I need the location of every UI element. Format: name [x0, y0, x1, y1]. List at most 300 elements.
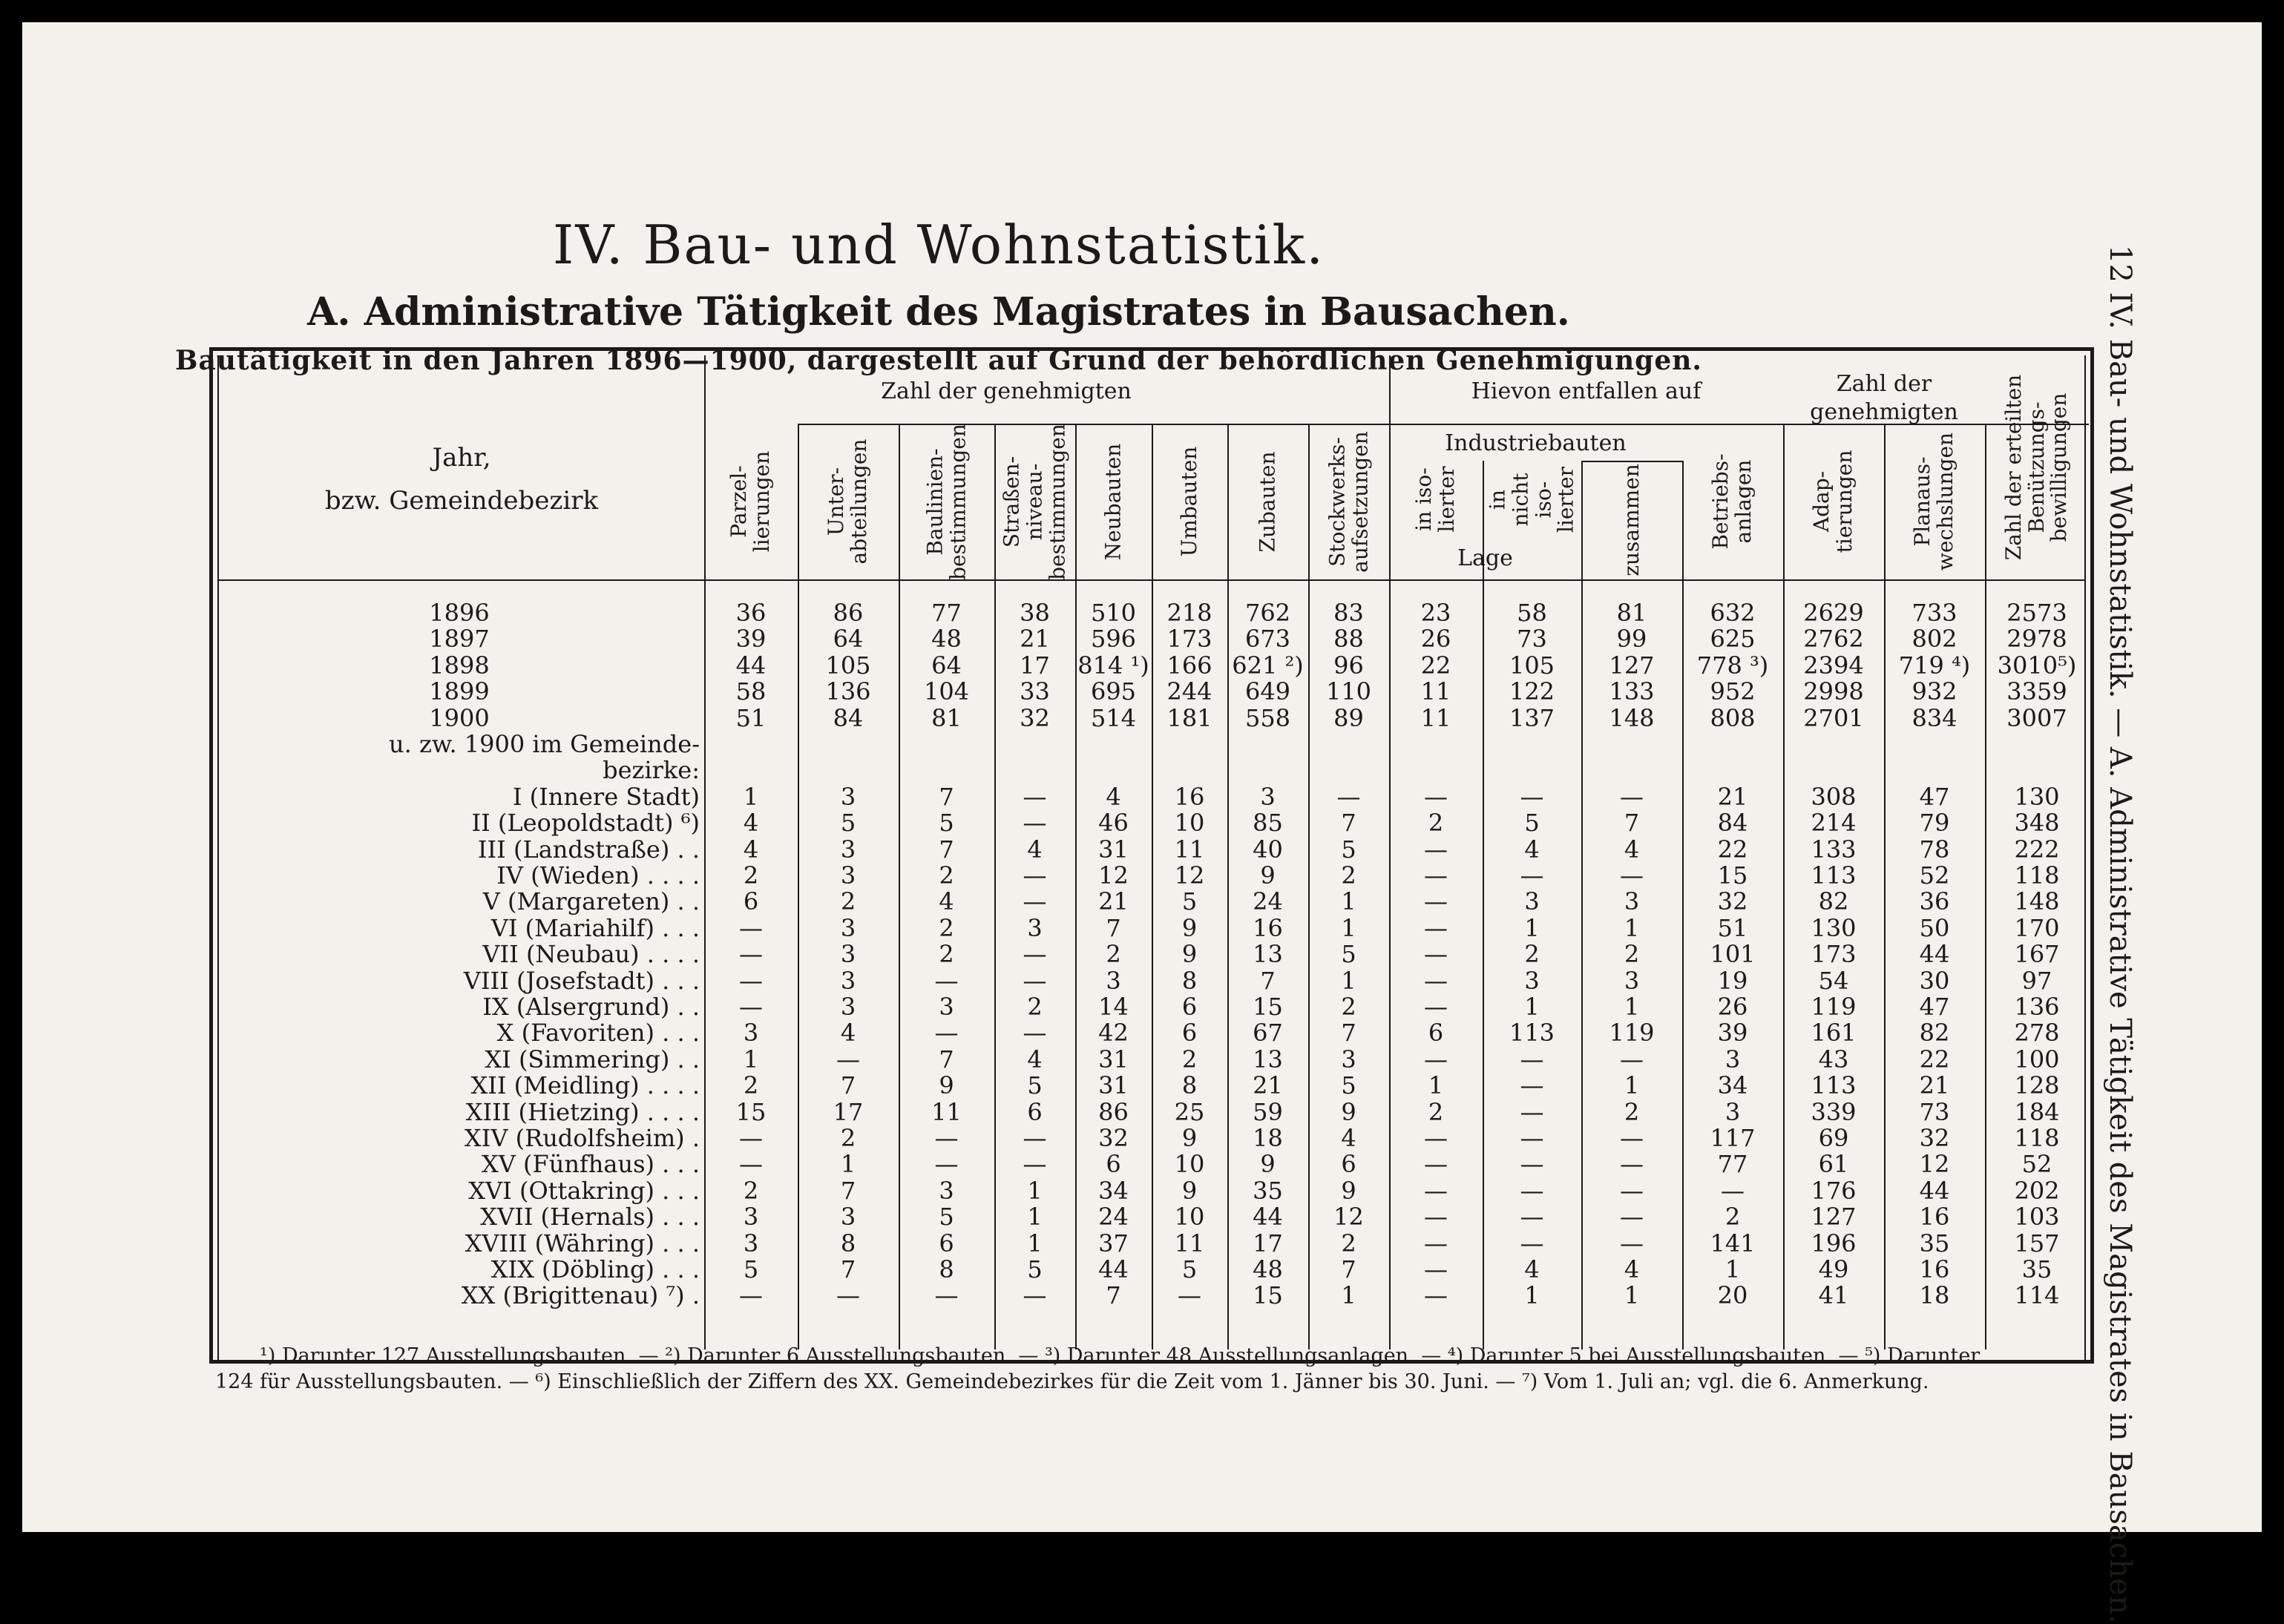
table-cell: 834 — [1911, 703, 1958, 732]
table-cell: 9 — [1181, 1124, 1198, 1152]
table-cell: 6 — [1181, 993, 1198, 1021]
table-cell: 105 — [825, 651, 871, 680]
table-cell: — — [1424, 887, 1448, 916]
table-cell: — — [1023, 1124, 1047, 1152]
row-label: XIX (Döbling) . . . — [490, 1255, 700, 1283]
table-cell: 110 — [1325, 677, 1372, 706]
table-cell: 59 — [1253, 1097, 1283, 1126]
table-cell: 196 — [1811, 1229, 1857, 1258]
table-cell: 802 — [1911, 625, 1958, 654]
table-cell: — — [836, 1281, 860, 1310]
table-cell: 8 — [1181, 966, 1198, 995]
table-cell: — — [1620, 1229, 1644, 1258]
table-cell: 1 — [1027, 1176, 1043, 1205]
table-cell: — — [1023, 966, 1047, 995]
table-cell: 1 — [1341, 887, 1356, 916]
column-header: Planaus- wechslungen — [1910, 432, 1958, 571]
table-cell: 10 — [1174, 1150, 1205, 1179]
row-label: 1899 — [429, 677, 490, 706]
table-row — [219, 966, 2084, 995]
table-row — [219, 1281, 2084, 1310]
table-cell: 2 — [939, 913, 954, 942]
table-cell: 3 — [840, 861, 856, 890]
table-cell: 113 — [1811, 1071, 1857, 1100]
table-cell: 778 ³) — [1696, 651, 1769, 680]
table-cell: — — [1520, 1097, 1544, 1126]
table-cell: 9 — [1260, 861, 1276, 890]
table-cell: 2 — [840, 887, 856, 916]
table-cell: — — [1424, 1045, 1448, 1074]
table-cell: 50 — [1919, 913, 1950, 942]
table-cell: 34 — [1098, 1176, 1129, 1205]
table-cell: 596 — [1090, 625, 1137, 654]
table-cell: 3 — [939, 1176, 954, 1205]
table-cell: 166 — [1166, 651, 1212, 680]
column-header: Baulinien- bestimmungen — [922, 423, 970, 580]
table-cell: 7 — [840, 1255, 856, 1283]
running-header: 12 IV. Bau- und Wohnstatistik. — A. Administrative Tätigkeit des Magistrates in Bausachen. — [2103, 245, 2137, 1624]
table-cell: 4 — [1624, 835, 1640, 864]
table-cell: — — [1424, 1150, 1448, 1179]
table-cell: 96 — [1333, 651, 1364, 680]
table-cell: — — [934, 1150, 959, 1179]
table-cell: 3 — [1725, 1045, 1741, 1074]
table-cell: 122 — [1509, 677, 1555, 706]
table-cell: 8 — [840, 1229, 856, 1258]
table-cell: 77 — [931, 599, 962, 627]
table-cell: — — [739, 913, 763, 942]
table-cell: 47 — [1919, 993, 1950, 1021]
table-cell: 308 — [1811, 782, 1857, 811]
row-label: II (Leopoldstadt) ⁶) — [471, 809, 700, 838]
table-cell: 222 — [2014, 835, 2060, 864]
footnote-line-1: ¹) Darunter 127 Ausstellungsbauten. — ²) Darunter 6 Ausstellungsbauten. — ³) Darunter 48 Ausstellungsanlagen. — ⁴) Darunter 5 bei Ausstellungsbauten. — ⁵) Darunter — [260, 1344, 1981, 1367]
table-cell: 1 — [1428, 1071, 1444, 1100]
table-cell: — — [1424, 1203, 1448, 1232]
column-header: Umbauten — [1176, 446, 1201, 557]
table-cell: 214 — [1811, 809, 1857, 838]
table-cell: 54 — [1818, 966, 1849, 995]
table-cell: 119 — [1811, 993, 1857, 1021]
table-cell: 7 — [840, 1176, 856, 1205]
table-cell: 11 — [1420, 703, 1451, 732]
table-cell: 119 — [1609, 1019, 1655, 1048]
table-cell: 6 — [743, 887, 759, 916]
table-cell: 9 — [1341, 1176, 1356, 1205]
table-cell: 2 — [1341, 861, 1356, 890]
table-cell: 43 — [1818, 1045, 1849, 1074]
row-label: XV (Fünfhaus) . . . — [481, 1150, 700, 1179]
table-cell: 814 ¹) — [1077, 651, 1149, 680]
table-cell: 161 — [1811, 1019, 1857, 1048]
table-cell: 952 — [1710, 677, 1756, 706]
table-cell: 49 — [1818, 1255, 1849, 1283]
row-label: XVI (Ottakring) . . . — [468, 1176, 700, 1205]
table-cell: 8 — [939, 1255, 954, 1283]
table-cell: 141 — [1710, 1229, 1756, 1258]
table-cell: 1 — [1524, 993, 1540, 1021]
table-cell: 17 — [833, 1097, 864, 1126]
table-cell: 510 — [1090, 599, 1137, 627]
table-cell: — — [1721, 1176, 1745, 1205]
table-cell: 2 — [1106, 940, 1121, 969]
table-cell: 31 — [1098, 1045, 1129, 1074]
table-cell: 37 — [1098, 1229, 1129, 1258]
table-cell: 176 — [1811, 1176, 1857, 1205]
table-cell: 2978 — [2006, 625, 2067, 654]
table-cell: 82 — [1919, 1019, 1950, 1048]
group-header-lage: Lage — [1457, 545, 1513, 571]
table-cell: 6 — [1106, 1150, 1121, 1179]
row-label: VII (Neubau) . . . . — [482, 940, 700, 969]
table-cell: 118 — [2014, 861, 2060, 890]
table-row — [219, 1071, 2084, 1100]
table-cell: — — [1520, 861, 1544, 890]
table-cell: 4 — [743, 835, 759, 864]
table-cell: 3 — [840, 835, 856, 864]
table-cell: — — [1620, 861, 1644, 890]
table-cell: 36 — [1919, 887, 1950, 916]
table-cell: 81 — [1616, 599, 1647, 627]
table-row — [219, 809, 2084, 838]
group-header-zahl: Zahl der genehmigten — [1810, 371, 1958, 425]
table-cell: — — [1424, 1124, 1448, 1152]
table-cell: 88 — [1333, 625, 1364, 654]
table-cell: 25 — [1174, 1097, 1205, 1126]
table-cell: 44 — [1919, 940, 1950, 969]
table-cell: — — [1023, 940, 1047, 969]
table-cell: 16 — [1919, 1255, 1950, 1283]
table-cell: 128 — [2014, 1071, 2060, 1100]
table-cell: — — [1023, 887, 1047, 916]
table-cell: — — [1336, 782, 1361, 811]
table-cell: 21 — [1717, 782, 1748, 811]
table-cell: — — [1520, 1071, 1544, 1100]
table-cell: 1 — [1027, 1203, 1043, 1232]
table-cell: 22 — [1919, 1045, 1950, 1074]
row-label: u. zw. 1900 im Gemeinde- — [389, 730, 700, 758]
table-cell: 15 — [1717, 861, 1748, 890]
table-cell: 13 — [1253, 1045, 1283, 1074]
table-cell: 34 — [1717, 1071, 1748, 1100]
table-cell: 762 — [1244, 599, 1291, 627]
table-cell: 4 — [1624, 1255, 1640, 1283]
table-cell: 3 — [840, 966, 856, 995]
table-cell: — — [1023, 861, 1047, 890]
table-cell: 97 — [2021, 966, 2052, 995]
table-cell: — — [934, 1124, 959, 1152]
table-cell: 86 — [1098, 1097, 1129, 1126]
table-cell: — — [739, 966, 763, 995]
table-cell: 5 — [1341, 835, 1356, 864]
table-body — [217, 355, 2086, 1363]
table-cell: 148 — [1609, 703, 1655, 732]
table-cell: 3359 — [2006, 677, 2067, 706]
table-row — [219, 861, 2084, 890]
table-cell: 79 — [1919, 809, 1950, 838]
table-cell: 64 — [833, 625, 864, 654]
column-header: Neubauten — [1100, 443, 1126, 560]
table-cell: 11 — [931, 1097, 962, 1126]
table-cell: 136 — [825, 677, 871, 706]
table-cell: — — [1178, 1281, 1201, 1310]
table-row — [219, 625, 2084, 654]
table-cell: 11 — [1420, 677, 1451, 706]
table-cell: 12 — [1098, 861, 1129, 890]
column-header: Parzel- lierungen — [726, 450, 774, 553]
table-cell: 2629 — [1803, 599, 1864, 627]
table-cell: 621 ²) — [1232, 651, 1304, 680]
table-cell: 18 — [1253, 1124, 1283, 1152]
row-label: XI (Simmering) . . — [485, 1045, 700, 1074]
table-cell: 32 — [1717, 887, 1748, 916]
table-cell: 4 — [840, 1019, 856, 1048]
table-cell: 61 — [1818, 1150, 1849, 1179]
table-cell: 12 — [1174, 861, 1205, 890]
table-cell: — — [1023, 809, 1047, 838]
table-cell: 5 — [743, 1255, 759, 1283]
table-cell: 17 — [1020, 651, 1050, 680]
table-cell: 44 — [1253, 1203, 1283, 1232]
table-cell: 73 — [1919, 1097, 1950, 1126]
table-row — [219, 1255, 2084, 1281]
table-cell: 1 — [1624, 993, 1640, 1021]
table-cell: — — [1424, 913, 1448, 942]
table-cell: — — [1424, 966, 1448, 995]
table-cell: 44 — [1098, 1255, 1129, 1283]
table-row — [219, 756, 2084, 785]
table-cell: — — [739, 1281, 763, 1310]
table-cell: 15 — [1253, 1281, 1283, 1310]
table-cell: 6 — [1181, 1019, 1198, 1048]
table-cell: 3 — [840, 913, 856, 942]
table-cell: 103 — [2014, 1203, 2060, 1232]
part-title: IV. Bau- und Wohnstatistik. — [552, 214, 1325, 276]
table-cell: 35 — [1919, 1229, 1950, 1258]
table-cell: 81 — [931, 703, 962, 732]
table-cell: 114 — [2014, 1281, 2060, 1310]
table-cell: — — [1520, 1203, 1544, 1232]
column-header: Zahl der erteilten Benützungs- bewilligungen — [2001, 374, 2072, 561]
table-cell: 32 — [1098, 1124, 1129, 1152]
table-cell: — — [1520, 782, 1544, 811]
table-cell: 3007 — [2006, 703, 2067, 732]
table-cell: 11 — [1174, 835, 1205, 864]
table-cell: 3 — [743, 1203, 759, 1232]
table-cell: 21 — [1253, 1071, 1283, 1100]
table-cell: 808 — [1710, 703, 1756, 732]
table-cell: 1 — [1524, 1281, 1540, 1310]
row-label: XX (Brigittenau) ⁷) . — [461, 1281, 700, 1310]
table-cell: 3 — [1260, 782, 1276, 811]
table-cell: 19 — [1717, 966, 1748, 995]
table-cell: 1 — [1341, 913, 1356, 942]
table-cell: 1 — [1524, 913, 1540, 942]
header-rule — [219, 579, 2084, 581]
table-cell: — — [1424, 861, 1448, 890]
table-cell: 3 — [1106, 966, 1121, 995]
table-cell: 16 — [1174, 782, 1205, 811]
table-cell: 20 — [1717, 1281, 1748, 1310]
table-cell: — — [1620, 782, 1644, 811]
table-cell: 83 — [1333, 599, 1364, 627]
table-cell: 4 — [1027, 1045, 1043, 1074]
table-cell: 181 — [1166, 703, 1212, 732]
table-cell: 719 ⁴) — [1898, 651, 1971, 680]
table-cell: 5 — [1524, 809, 1540, 838]
table-cell: 3 — [840, 940, 856, 969]
table-cell: 649 — [1244, 677, 1291, 706]
table-cell: 2 — [1624, 940, 1640, 969]
table-cell: 2 — [1341, 993, 1356, 1021]
table-cell: 9 — [1181, 913, 1198, 942]
table-cell: 32 — [1919, 1124, 1950, 1152]
table-cell: 5 — [1027, 1255, 1043, 1283]
table-cell: 1 — [1624, 1281, 1640, 1310]
table-row — [219, 1124, 2084, 1152]
table-cell: 85 — [1253, 809, 1283, 838]
table-cell: 6 — [1428, 1019, 1444, 1048]
table-cell: 1 — [743, 1045, 759, 1074]
table-cell: 1 — [1624, 1071, 1640, 1100]
table-cell: 113 — [1811, 861, 1857, 890]
table-cell: — — [1520, 1176, 1544, 1205]
column-header: in iso- lierter — [1411, 466, 1459, 533]
table-cell: 202 — [2014, 1176, 2060, 1205]
table-cell: 3 — [1341, 1045, 1356, 1074]
stub-header: Jahr, bzw. Gemeindebezirk — [324, 443, 599, 516]
row-label: IV (Wieden) . . . . — [496, 861, 700, 890]
table-row — [219, 703, 2084, 732]
table-cell: 41 — [1818, 1281, 1849, 1310]
row-label: X (Favoriten) . . . — [496, 1019, 700, 1048]
table-cell: 136 — [2014, 993, 2060, 1021]
table-cell: 67 — [1253, 1019, 1283, 1048]
row-label: 1898 — [429, 651, 490, 680]
row-label: bezirke: — [603, 756, 700, 785]
row-label: VI (Mariahilf) . . . — [490, 913, 700, 942]
table-cell: 26 — [1420, 625, 1451, 654]
table-cell: 21 — [1919, 1071, 1950, 1100]
table-cell: 4 — [1524, 835, 1540, 864]
table-cell: 16 — [1253, 913, 1283, 942]
table-cell: 2 — [1624, 1097, 1640, 1126]
table-cell: — — [1424, 1281, 1448, 1310]
table-row — [219, 782, 2084, 811]
table-cell: 48 — [1253, 1255, 1283, 1283]
row-label: XVII (Hernals) . . . — [480, 1203, 700, 1232]
table-cell: 17 — [1253, 1229, 1283, 1258]
table-cell: 5 — [1027, 1071, 1043, 1100]
row-label: 1896 — [429, 599, 490, 627]
table-cell: — — [1424, 940, 1448, 969]
table-cell: 673 — [1244, 625, 1291, 654]
table-cell: 278 — [2014, 1019, 2060, 1048]
row-label: IX (Alsergrund) . . — [482, 993, 700, 1021]
table-cell: 3 — [1624, 966, 1640, 995]
row-label: XIV (Rudolfsheim) . — [464, 1124, 700, 1152]
table-cell: 6 — [1027, 1097, 1043, 1126]
table-cell: 14 — [1098, 993, 1129, 1021]
table-cell: 31 — [1098, 835, 1129, 864]
table-row — [219, 940, 2084, 969]
table-cell: 348 — [2014, 809, 2060, 838]
table-cell: 2 — [743, 1176, 759, 1205]
table-cell: 26 — [1717, 993, 1748, 1021]
table-cell: — — [1620, 1045, 1644, 1074]
table-cell: 2 — [939, 940, 954, 969]
table-cell: — — [1424, 835, 1448, 864]
table-cell: — — [1520, 1150, 1544, 1179]
table-cell: — — [1424, 782, 1448, 811]
table-cell: — — [1520, 1124, 1544, 1152]
table-cell: 3 — [1524, 966, 1540, 995]
table-row — [219, 1019, 2084, 1048]
table-cell: 5 — [939, 1203, 954, 1232]
table-row — [219, 730, 2084, 758]
table-row — [219, 651, 2084, 680]
table-cell: 4 — [1106, 782, 1121, 811]
table-cell: 42 — [1098, 1019, 1129, 1048]
table-row — [219, 1176, 2084, 1205]
table-cell: 2573 — [2006, 599, 2067, 627]
table-cell: 44 — [1919, 1176, 1950, 1205]
table-cell: — — [1424, 993, 1448, 1021]
table-cell: — — [836, 1045, 860, 1074]
table-cell: 10 — [1174, 1203, 1205, 1232]
table-cell: 3 — [840, 782, 856, 811]
table-cell: 4 — [1524, 1255, 1540, 1283]
row-label: XII (Meidling) . . . . — [470, 1071, 700, 1100]
row-label: XVIII (Währing) . . . — [465, 1229, 700, 1258]
table-cell: 13 — [1253, 940, 1283, 969]
table-row — [219, 1097, 2084, 1126]
table-cell: 24 — [1253, 887, 1283, 916]
table-cell: 2 — [1027, 993, 1043, 1021]
table-cell: 8 — [1181, 1071, 1198, 1100]
table-cell: 12 — [1919, 1150, 1950, 1179]
table-row — [219, 993, 2084, 1021]
table-cell: 10 — [1174, 809, 1205, 838]
table-cell: 244 — [1166, 677, 1212, 706]
table-row — [219, 1150, 2084, 1179]
table-cell: 1 — [840, 1150, 856, 1179]
table-cell: 33 — [1020, 677, 1050, 706]
table-cell: 39 — [735, 625, 767, 654]
table-cell: 52 — [1919, 861, 1950, 890]
table-row — [219, 913, 2084, 942]
row-label: V (Margareten) . . — [482, 887, 700, 916]
table-cell: — — [1620, 1124, 1644, 1152]
table-cell: — — [1520, 1045, 1544, 1074]
table-cell: 51 — [1717, 913, 1748, 942]
table-cell: 5 — [1181, 1255, 1198, 1283]
table-cell: 7 — [1260, 966, 1276, 995]
group-header-hievon: Hievon entfallen auf — [1471, 378, 1701, 404]
table-cell: 86 — [833, 599, 864, 627]
table-row — [219, 1203, 2084, 1232]
table-cell: — — [1424, 1229, 1448, 1258]
table-cell: 113 — [1509, 1019, 1555, 1048]
table-cell: 22 — [1420, 651, 1451, 680]
table-cell: 58 — [735, 677, 767, 706]
row-label: VIII (Josefstadt) . . . — [463, 966, 700, 995]
table-cell: 23 — [1420, 599, 1451, 627]
table-row — [219, 1045, 2084, 1074]
table-cell: 15 — [1253, 993, 1283, 1021]
row-label: 1897 — [429, 625, 490, 654]
table-cell: 3 — [1524, 887, 1540, 916]
